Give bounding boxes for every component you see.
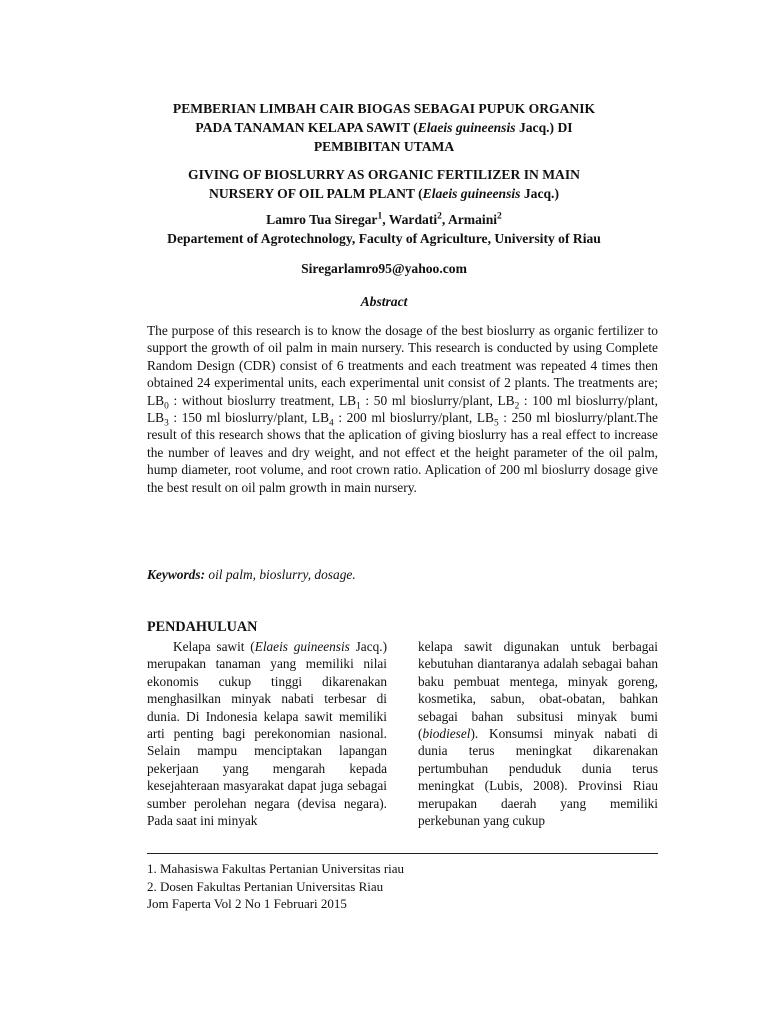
title-id-line2 — [130, 118, 638, 137]
subscript: 5 — [493, 418, 499, 429]
footnote-divider — [147, 853, 658, 854]
keywords — [147, 567, 356, 583]
footnotes — [147, 860, 404, 913]
title-id-line2-pre: PADA TANAMAN KELAPA SAWIT ( — [195, 120, 418, 135]
body-species: Elaeis guineensis — [254, 639, 350, 654]
author-1-affil: 1 — [377, 211, 383, 222]
abstract-part: : 150 ml bioslurry/plant, LB — [168, 410, 330, 426]
subscript: 2 — [514, 401, 520, 412]
title-en-line1: GIVING OF BIOSLURRY AS ORGANIC FERTILIZER IN MAIN — [188, 167, 580, 182]
subscript: 0 — [164, 401, 169, 412]
abstract-part: : without bioslurry treatment, LB — [168, 392, 357, 408]
title-id-line3: PEMBIBITAN UTAMA — [313, 139, 455, 154]
subscript: 4 — [329, 418, 334, 429]
abstract-text — [147, 322, 658, 496]
journal-info: Jom Faperta Vol 2 No 1 Februari 2015 — [147, 896, 347, 911]
subscript: 1 — [356, 401, 361, 412]
title-id-species: Elaeis guineensis — [417, 120, 516, 135]
author-email: Siregarlamro95@yahoo.com — [301, 261, 467, 276]
body-text: kelapa sawit digunakan untuk berbagai kebutuhan diantaranya adalah sebagai bahan baku pembuat mentega, minyak goreng, kosmetika, sabun, obat-obatan, bahkan sebagai bahan subsitusi minyak bumi ( — [418, 639, 658, 742]
body-paragraph — [418, 638, 658, 829]
title-en-species: Elaeis guineensis — [422, 186, 521, 201]
footnote-2: 2. Dosen Fakultas Pertanian Universitas Riau — [147, 878, 384, 894]
keywords-text: oil palm, bioslurry, dosage. — [205, 567, 356, 582]
subscript: 3 — [164, 418, 169, 429]
title-id-line1: PEMBERIAN LIMBAH CAIR BIOGAS SEBAGAI PUPUK ORGANIK — [172, 101, 596, 116]
author-3: Armaini — [447, 212, 498, 227]
author-2-affil: 2 — [437, 211, 442, 222]
footnote-1: 1. Mahasiswa Fakultas Pertanian Universitas riau — [147, 861, 405, 876]
abstract-part: The purpose of this research is to know the dosage of the best bioslurry as organic fertilizer to support the growth of oil palm in main nursery. This research is conducted by using Complete Random Design (CDR) consist of 6 treatments and each treatment was repeated 4 times then obtained 24 experimental units, each experimental unit consist of 2 plants. The treatments are; LB — [147, 323, 658, 408]
author-sep: , — [441, 212, 448, 227]
title-en-line2 — [130, 184, 638, 203]
body-paragraph — [147, 638, 387, 829]
author-names — [100, 210, 668, 229]
author-sep: , — [382, 212, 389, 227]
section-heading: PENDAHULUAN — [147, 619, 258, 635]
author-1: Lamro Tua Siregar — [266, 212, 378, 227]
keywords-label: Keywords: — [147, 567, 206, 582]
abstract-heading: Abstract — [360, 294, 408, 309]
abstract-part: : 200 ml bioslurry/plant, LB — [333, 410, 494, 426]
title-en-line2-pre: NURSERY OF OIL PALM PLANT ( — [209, 186, 423, 201]
title-indonesian — [130, 99, 638, 156]
body-text: ). Konsumsi minyak nabati di dunia terus meningkat dikarenakan pertumbuhan penduduk dunia terus meningkat (Lubis, 2008). Provinsi Riau merupakan daerah yang memiliki perkebunan yang cukup — [418, 726, 658, 829]
abstract-part: : 100 ml bioslurry/plant, LB — [147, 392, 659, 426]
body-italic-term: biodiesel — [422, 726, 471, 742]
abstract-part: : 250 ml bioslurry/plant.The result of this research shows that the aplication of giving bioslurry has a real effect to increase the number of leaves and dry weight, and not effect et the height parameter of the oil palm, hump diameter, root volume, and root crown ratio. Aplication of 200 ml bioslurry dosage give the best result on oil palm growth in main nursery. — [147, 410, 658, 495]
affiliation: Departement of Agrotechnology, Faculty of Agriculture, University of Riau — [167, 231, 601, 246]
body-column-right — [418, 638, 658, 829]
title-english — [130, 165, 638, 203]
body-column-left — [147, 638, 387, 829]
title-en-line2-post: Jacq.) — [520, 186, 559, 201]
body-text: Jacq.) merupakan tanaman yang memiliki nilai ekonomis cukup tinggi dikarenakan menghasilkan minyak nabati terbesar di dunia. Di Indonesia kelapa sawit memiliki arti penting bagi perekonomian nasional. Selain mampu menciptakan lapangan pekerjaan yang mengarah kepada kesejahteraan masyarakat dapat juga sebagai sumber perolehan negara (devisa negara). Pada saat ini minyak — [147, 639, 388, 829]
title-id-line2-post: Jacq.) DI — [515, 120, 573, 135]
author-block — [100, 210, 668, 248]
author-3-affil: 2 — [497, 211, 502, 222]
body-text: Kelapa sawit ( — [173, 639, 255, 654]
abstract-part: : 50 ml bioslurry/plant, LB — [360, 392, 515, 408]
author-2: Wardati — [388, 212, 438, 227]
